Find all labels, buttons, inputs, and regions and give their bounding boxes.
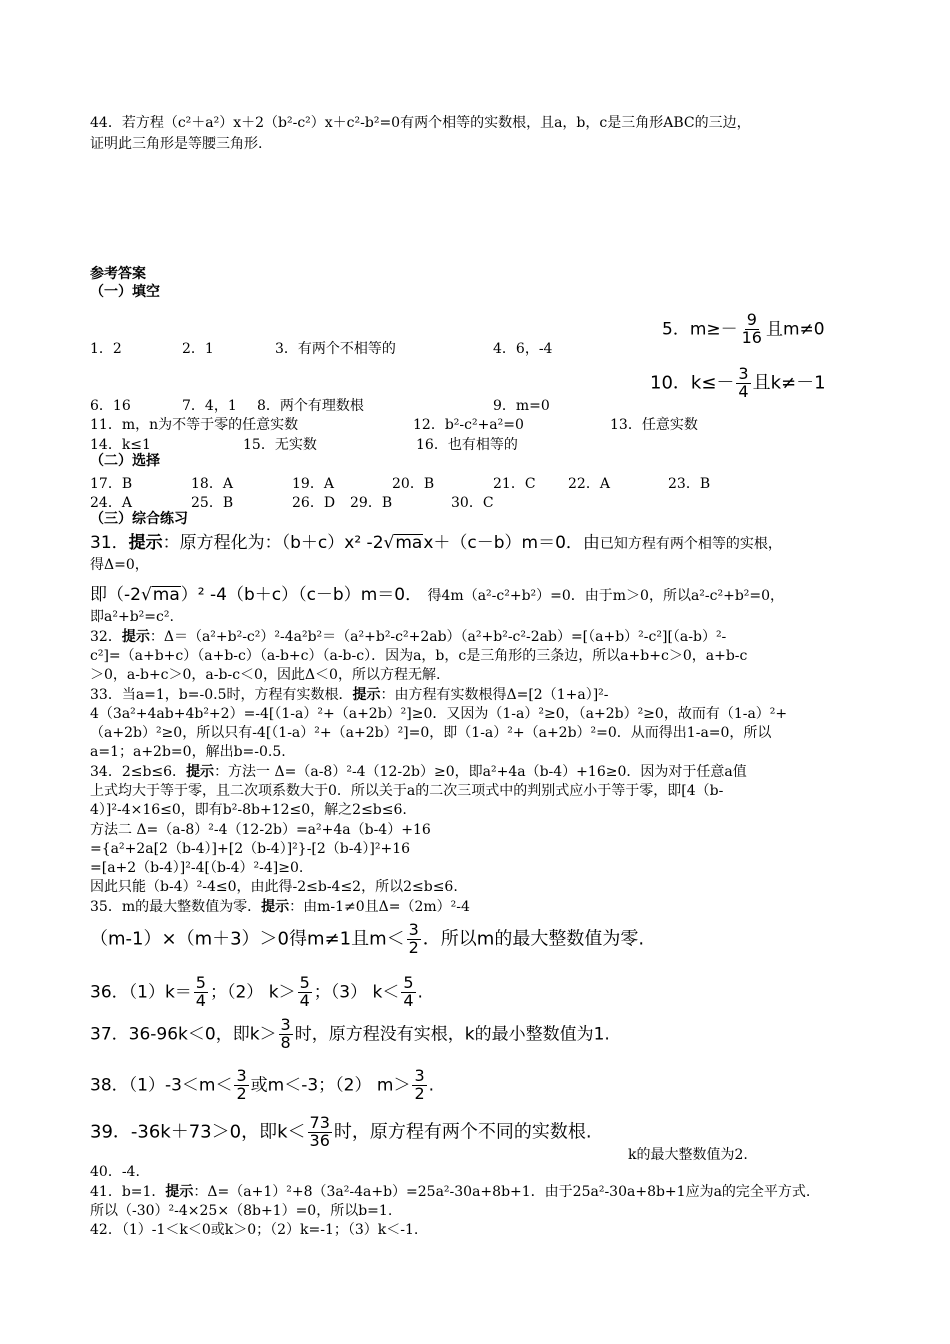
- answer-32-line1: 32．提示：Δ＝（a²+b²-c²）²-4a²b²＝（a²+b²-c²+2ab）（a²+b²-c²-2ab）=[（a+b）²-c²][（a-b）²-: [90, 629, 727, 645]
- answer-39-note: k的最大整数值为2.: [628, 1147, 748, 1163]
- answer-15: 15．无实数: [243, 437, 317, 453]
- answer-11: 11．m，n为不等于零的任意实数: [90, 417, 299, 433]
- answer-32-line2: c²]=（a+b+c）（a+b-c）（a-b+c）（a-b-c）．因为a，b，c是三角形的三条边，所以a+b+c＞0，a+b-c: [90, 648, 748, 664]
- answer-5: 5．m≥－ $\frac{9}{16}$ 且m≠0: [662, 310, 825, 347]
- answer-10: 10．k≤－ $\frac{3}{4}$ 且k≠－1: [650, 364, 826, 401]
- answer-9: 9．m=0: [493, 398, 550, 414]
- answer-33-line1: 33．当a=1，b=-0.5时，方程有实数根．提示：由方程有实数根得Δ=[2（1+a）]²-: [90, 687, 609, 703]
- answer-35-line1: 35．m的最大整数值为零．提示：由m-1≠0且Δ=（2m）²-4: [90, 899, 470, 915]
- choice-19: 19．A: [292, 476, 334, 492]
- section-choice-title: （二）选择: [90, 453, 160, 469]
- answer-6: 6．16: [90, 398, 131, 414]
- answer-34-line6: =[a+2（b-4）]²-4[（b-4）²-4]≥0.: [90, 860, 304, 876]
- answer-35-line2: （m-1）×（m＋3）＞0得m≠1且m＜ $\frac{3}{2}$ ．所以m的最大整数值为零.: [90, 920, 645, 957]
- choice-30: 30．C: [451, 495, 494, 511]
- answer-31-line4: 即a²+b²=c².: [90, 609, 174, 625]
- answer-37: 37．36-96k＜0，即k＞ $\frac{3}{8}$ 时，原方程没有实根，k的最小整数值为1.: [90, 1015, 610, 1052]
- answer-41-line1: 41．b=1．提示：Δ=（a+1）²+8（3a²-4a+b）=25a²-30a+8b+1．由于25a²-30a+8b+1应为a的完全平方式.: [90, 1184, 811, 1200]
- answer-34-line4: 方法二 Δ=（a-8）²-4（12-2b）=a²+4a（b-4）+16: [90, 822, 431, 838]
- answer-33-line3: （a+2b）²≥0，所以只有-4[（1-a）²+（a+2b）²]=0，即（1-a）²+（a+2b）²=0．从而得出1-a=0，所以: [90, 725, 772, 741]
- section-comprehensive-title: （三）综合练习: [90, 511, 188, 527]
- choice-24: 24．A: [90, 495, 132, 511]
- answer-40: 40．-4.: [90, 1164, 140, 1180]
- choice-21: 21．C: [493, 476, 536, 492]
- answer-31-line3: 即（-2√ ma ）² -4（b＋c）（c－b）m＝0． 得4m（a²-c²+b²）=0．由于m＞0，所以a²-c²+b²=0，: [90, 585, 785, 605]
- choice-25: 25．B: [191, 495, 234, 511]
- answer-8: 8．两个有理数根: [257, 398, 364, 414]
- answer-34-line1: 34．2≤b≤6．提示：方法一 Δ=（a-8）²-4（12-2b）≥0，即a²+4a（b-4）+16≥0．因为对于任意a值: [90, 764, 747, 780]
- answer-34-line7: 因此只能（b-4）²-4≤0，由此得-2≤b-4≤2，所以2≤b≤6.: [90, 879, 458, 895]
- answer-31-line1: 31．提示：原方程化为：（b＋c）x² -2√ ma x＋（c－b）m＝0．由已知方程有两个相等的实根，: [90, 533, 782, 553]
- answer-38: 38．（1）-3＜m＜ $\frac{3}{2}$ 或m＜-3；（2） m＞ $\frac{3}{2}$ .: [90, 1066, 435, 1103]
- answer-39: 39．-36k＋73＞0，即k＜ $\frac{73}{36}$ 时，原方程有两个不同的实数根.: [90, 1113, 592, 1150]
- q44-line2: 证明此三角形是等腰三角形.: [90, 136, 263, 152]
- q44-line1: 44．若方程（c²＋a²）x＋2（b²-c²）x＋c²-b²=0有两个相等的实数根，且a，b，c是三角形ABC的三边，: [90, 115, 751, 131]
- answer-13: 13．任意实数: [610, 417, 698, 433]
- answer-36: 36．（1）k＝ $\frac{5}{4}$ ；（2） k＞ $\frac{5}{4}$ ；（3） k＜ $\frac{5}{4}$ .: [90, 973, 423, 1010]
- choice-18: 18．A: [191, 476, 233, 492]
- answer-34-line2: 上式均大于等于零，且二次项系数大于0．所以关于a的二次三项式中的判别式应小于等于零，即[4（b-: [90, 783, 724, 799]
- answer-42: 42．（1）-1＜k＜0或k＞0；（2）k=-1；（3）k＜-1.: [90, 1222, 419, 1238]
- answer-34-line5: ={a²+2a[2（b-4）]+[2（b-4）]²}-[2（b-4）]²+16: [90, 841, 411, 857]
- answer-16: 16．也有相等的: [416, 437, 518, 453]
- answer-34-line3: 4）]²-4×16≤0，即有b²-8b+12≤0，解之2≤b≤6.: [90, 802, 407, 818]
- choice-22: 22．A: [568, 476, 610, 492]
- answer-1: 1．2: [90, 341, 122, 357]
- choice-26: 26．D: [292, 495, 336, 511]
- answer-33-line2: 4（3a²+4ab+4b²+2）=-4[（1-a）²+（a+2b）²]≥0．又因为（1-a）²≥0，（a+2b）²≥0，故而有（1-a）²+: [90, 706, 788, 722]
- answer-2: 2．1: [182, 341, 214, 357]
- answer-41-line2: 所以（-30）²-4×25×（8b+1）=0，所以b=1.: [90, 1203, 393, 1219]
- answer-3: 3．有两个不相等的: [275, 341, 396, 357]
- choice-29: 29．B: [350, 495, 393, 511]
- answer-32-line3: ＞0，a-b+c＞0，a-b-c＜0，因此Δ＜0，所以方程无解.: [90, 667, 441, 683]
- choice-23: 23．B: [668, 476, 711, 492]
- answer-4: 4．6，-4: [493, 341, 553, 357]
- answer-33-line4: a=1；a+2b=0，解出b=-0.5.: [90, 744, 286, 760]
- answer-31-line2: 得Δ=0，: [90, 557, 149, 573]
- answer-12: 12．b²-c²+a²=0: [413, 417, 524, 433]
- answer-14: 14．k≤1: [90, 437, 151, 453]
- answer-7: 7．4，1: [182, 398, 237, 414]
- section-fill-title: （一）填空: [90, 284, 160, 300]
- choice-17: 17．B: [90, 476, 133, 492]
- choice-20: 20．B: [392, 476, 435, 492]
- answers-title: 参考答案: [90, 266, 146, 282]
